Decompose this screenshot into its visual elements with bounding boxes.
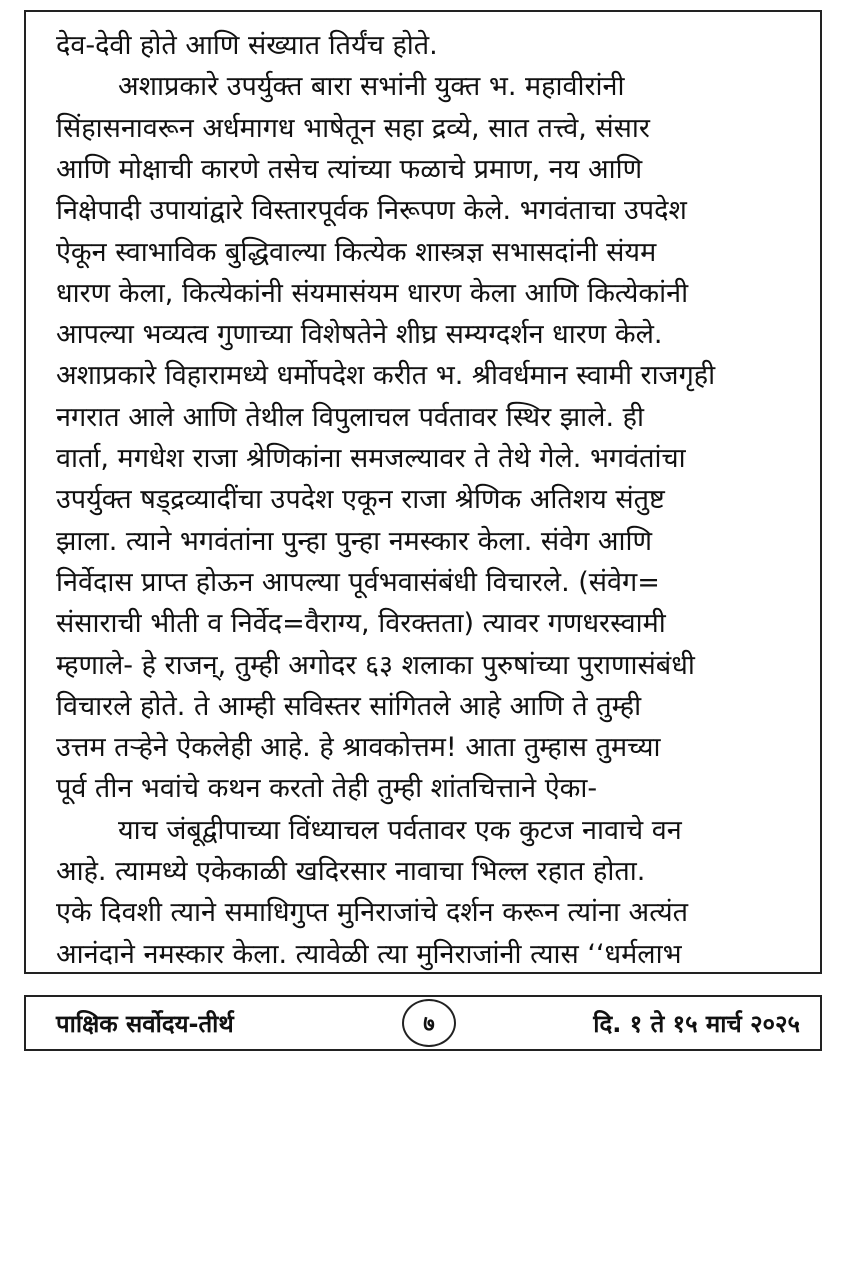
text-line: अशाप्रकारे उपर्युक्त बारा सभांनी युक्त भ. महावीरांनी [118,71,625,103]
text-line: निर्वेदास प्राप्त होऊन आपल्या पूर्वभवासंबंधी विचारले. (संवेग= [56,566,660,598]
text-line: वार्ता, मगधेश राजा श्रेणिकांना समजल्यावर ते तेथे गेले. भगवंतांचा [56,443,686,474]
text-line: धारण केला, कित्येकांनी संयमासंयम धारण केला आणि कित्येकांनी [56,277,689,309]
text-line: एके दिवशी त्याने समाधिगुप्त मुनिराजांचे दर्शन करून त्यांना अत्यंत [56,897,689,929]
text-line: निक्षेपादी उपायांद्वारे विस्तारपूर्वक निरूपण केले. भगवंताचा उपदेश [56,195,687,227]
page-number: ७ [402,999,456,1047]
text-line: उत्तम तऱ्हेने ऐकलेही आहे. हे श्रावकोत्तम! आता तुम्हास तुमच्या [56,732,661,764]
text-line: आपल्या भव्यत्व गुणाच्या विशेषतेने शीघ्र सम्यग्दर्शन धारण केले. [56,319,663,351]
issue-date: दि. १ ते १५ मार्च २०२५ [593,1010,800,1038]
text-line: नगरात आले आणि तेथील विपुलाचल पर्वतावर स्थिर झाले. ही [56,401,644,433]
text-line: म्हणाले- हे राजन्, तुम्ही अगोदर ६३ शलाका पुरुषांच्या पुराणासंबंधी [56,649,695,681]
text-line: उपर्युक्त षड्द्रव्यादींचा उपदेश एकून राजा श्रेणिक अतिशय संतुष्ट [56,484,665,516]
text-line: संसाराची भीती व निर्वेद=वैराग्य, विरक्तता) त्यावर गणधरस्वामी [56,608,666,640]
text-line: याच जंबूद्वीपाच्या विंध्याचल पर्वतावर एक कुटज नावाचे वन [118,814,682,846]
text-line: आहे. त्यामध्ये एकेकाळी खदिरसार नावाचा भिल्ल रहात होता. [56,856,646,887]
text-line: ऐकून स्वाभाविक बुद्धिवाल्या कित्येक शास्त्रज्ञ सभासदांनी संयम [56,236,657,268]
text-line: सिंहासनावरून अर्धमागध भाषेतून सहा द्रव्ये, सात तत्त्वे, संसार [56,112,650,144]
text-line: अशाप्रकारे विहारामध्ये धर्मोपदेश करीत भ. श्रीवर्धमान स्वामी राजगृही [56,360,716,392]
text-line: आनंदाने नमस्कार केला. त्यावेळी त्या मुनिराजांनी त्यास ‘‘धर्मलाभ [56,938,682,970]
text-line: विचारले होते. ते आम्ही सविस्तर सांगितले आहे आणि ते तुम्ही [56,690,642,722]
footer-bar [24,995,822,1051]
text-line: देव-देवी होते आणि संख्यात तिर्यंच होते. [56,30,438,61]
text-line: झाला. त्याने भगवंतांना पुन्हा पुन्हा नमस्कार केला. संवेग आणि [56,525,653,557]
text-line: आणि मोक्षाची कारणे तसेच त्यांच्या फळाचे प्रमाण, नय आणि [56,153,643,185]
text-line: पूर्व तीन भवांचे कथन करतो तेही तुम्ही शांतचित्ताने ऐका- [56,773,598,805]
publication-name: पाक्षिक सर्वोदय-तीर्थ [56,1010,234,1038]
